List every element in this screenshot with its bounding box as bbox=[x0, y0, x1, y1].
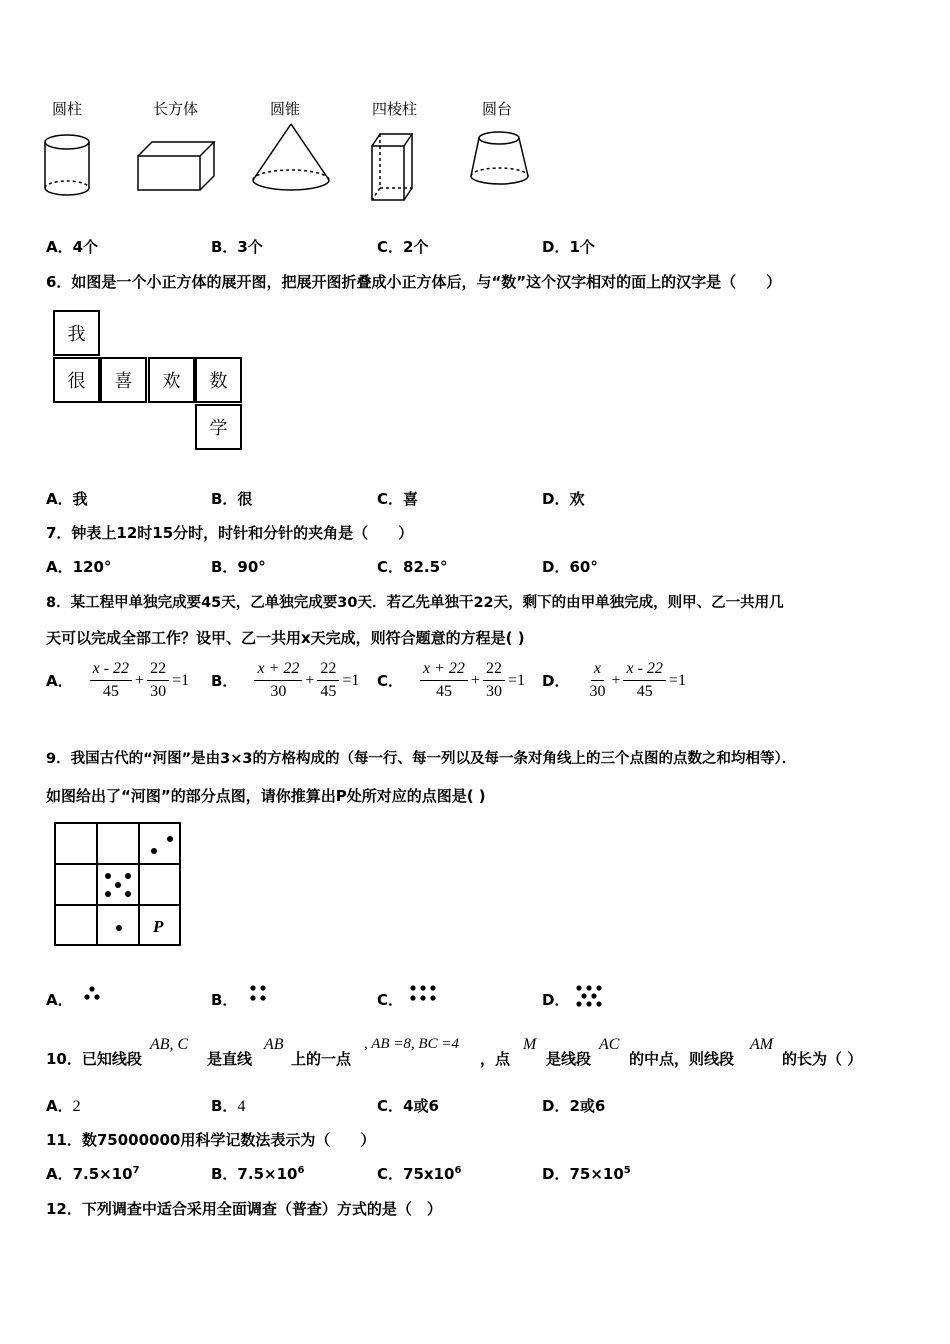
numerator: 22 bbox=[483, 660, 505, 681]
option-letter: A． bbox=[46, 1097, 73, 1115]
shape-label-square-prism: 四棱柱 bbox=[372, 100, 418, 118]
net-cell-xi: 喜 bbox=[100, 357, 147, 403]
fraction bbox=[483, 660, 505, 701]
q8-option-d[interactable] bbox=[542, 660, 686, 701]
q10-math: AB, C bbox=[150, 1036, 189, 1053]
q10-part: 的中点，则线段 bbox=[629, 1050, 735, 1068]
q10-part: 10．已知线段 bbox=[46, 1050, 142, 1068]
q10-part: 是直线 bbox=[207, 1050, 253, 1068]
net-cell-huan: 欢 bbox=[148, 357, 195, 403]
q11-option-b[interactable] bbox=[211, 1163, 304, 1184]
operator: + bbox=[305, 671, 315, 689]
denominator: 30 bbox=[150, 683, 167, 700]
q9-option-d[interactable] bbox=[542, 989, 569, 1010]
q10-math: AC bbox=[599, 1036, 620, 1053]
frustum-icon bbox=[471, 132, 528, 184]
fraction bbox=[147, 660, 169, 701]
q6-option-a[interactable]: A．我 bbox=[46, 490, 88, 508]
q11-option-d[interactable] bbox=[542, 1163, 631, 1184]
q5-option-d[interactable]: D．1个 bbox=[542, 238, 595, 256]
dots-6-icon bbox=[408, 983, 440, 1005]
q7-option-b[interactable]: B．90° bbox=[211, 558, 266, 576]
q7-option-c[interactable]: C．82.5° bbox=[377, 558, 448, 576]
option-base: D．75×10 bbox=[542, 1165, 624, 1183]
shape-label-frustum: 圆台 bbox=[482, 100, 513, 118]
numerator: x + 22 bbox=[254, 660, 302, 681]
q8-text-line2: 天可以完成全部工作？设甲、乙一共用x天完成，则符合题意的方程是( ) bbox=[46, 629, 525, 647]
fraction bbox=[317, 660, 339, 701]
fraction bbox=[586, 660, 608, 701]
q9-option-b[interactable] bbox=[211, 989, 237, 1010]
grid-p-label: P bbox=[153, 917, 164, 936]
denominator: 30 bbox=[589, 683, 606, 700]
option-letter: C． bbox=[377, 991, 404, 1009]
option-base: C．75x10 bbox=[377, 1165, 455, 1183]
option-letter: C． bbox=[377, 1097, 404, 1115]
numerator: x bbox=[591, 660, 604, 681]
operator: + bbox=[135, 671, 145, 689]
numerator: x - 22 bbox=[623, 660, 665, 681]
dots-4-icon bbox=[248, 983, 270, 1005]
numerator: x + 22 bbox=[420, 660, 468, 681]
option-letter: B． bbox=[211, 672, 238, 690]
q10-option-b[interactable] bbox=[211, 1095, 245, 1116]
option-value: 4或6 bbox=[403, 1097, 439, 1115]
q9-option-c[interactable] bbox=[377, 989, 403, 1010]
q8-text-line1: 8．某工程甲单独完成要45天，乙单独完成要30天．若乙先单独干22天，剩下的由甲单独完成，则甲、乙一共用几 bbox=[46, 595, 784, 611]
fraction bbox=[90, 660, 132, 701]
option-value: 2 bbox=[72, 1098, 81, 1115]
q11-option-a[interactable] bbox=[46, 1163, 140, 1184]
q6-option-d[interactable]: D．欢 bbox=[542, 490, 585, 508]
option-exponent: 7 bbox=[132, 1165, 140, 1176]
hetu-grid bbox=[54, 822, 184, 948]
q5-option-b[interactable]: B．3个 bbox=[211, 238, 263, 256]
option-letter: A． bbox=[46, 991, 73, 1009]
option-letter: D． bbox=[542, 991, 570, 1009]
shape-label-cone: 圆锥 bbox=[270, 100, 301, 118]
dots-8-icon bbox=[574, 983, 604, 1009]
q6-text: 6．如图是一个小正方体的展开图，把展开图折叠成小正方体后，与“数”这个汉字相对的面上的汉字是（ ） bbox=[46, 273, 782, 291]
q10-option-d[interactable] bbox=[542, 1095, 605, 1116]
dots-3-icon bbox=[82, 984, 104, 1004]
denominator: 30 bbox=[485, 683, 502, 700]
q10-math: AB bbox=[264, 1036, 284, 1053]
q10-part: 的长为（ ） bbox=[782, 1050, 863, 1068]
cylinder-icon bbox=[45, 135, 89, 195]
numerator: 22 bbox=[317, 660, 339, 681]
fraction bbox=[420, 660, 468, 701]
q10-math: M bbox=[523, 1036, 537, 1053]
equals-one: =1 bbox=[342, 671, 360, 689]
q6-option-b[interactable]: B．很 bbox=[211, 490, 253, 508]
option-exponent: 5 bbox=[623, 1165, 631, 1176]
option-letter: D． bbox=[542, 672, 570, 690]
net-cell-shu: 数 bbox=[195, 357, 242, 403]
option-exponent: 6 bbox=[297, 1165, 305, 1176]
net-cell-wo: 我 bbox=[53, 310, 100, 356]
denominator: 45 bbox=[435, 683, 452, 700]
denominator: 45 bbox=[102, 683, 119, 700]
denominator: 45 bbox=[320, 683, 337, 700]
square-prism-icon bbox=[372, 134, 412, 200]
numerator: 22 bbox=[147, 660, 169, 681]
q7-option-d[interactable]: D．60° bbox=[542, 558, 598, 576]
net-cell-hen: 很 bbox=[53, 357, 100, 403]
q10-option-c[interactable] bbox=[377, 1095, 439, 1116]
option-value: 2或6 bbox=[569, 1097, 606, 1115]
q10-option-a[interactable] bbox=[46, 1095, 81, 1116]
q9-text-line1: 9．我国古代的“河图”是由3×3的方格构成的（每一行、每一列以及每一条对角线上的三个点图的点数之和均相等）． bbox=[46, 751, 797, 767]
option-base: B．7.5×10 bbox=[211, 1165, 298, 1183]
q5-option-a[interactable]: A．4个 bbox=[46, 238, 99, 256]
option-letter: A． bbox=[46, 672, 73, 690]
shape-label-cylinder: 圆柱 bbox=[52, 100, 83, 118]
q5-option-c[interactable]: C．2个 bbox=[377, 238, 429, 256]
q10-part: ，点 bbox=[480, 1050, 511, 1068]
q8-option-c[interactable] bbox=[377, 660, 525, 701]
q7-text: 7．钟表上12时15分时，时针和分针的夹角是（ ） bbox=[46, 524, 414, 542]
q6-option-c[interactable]: C．喜 bbox=[377, 490, 419, 508]
operator: + bbox=[611, 671, 621, 689]
option-letter: D． bbox=[542, 1097, 570, 1115]
cone-icon bbox=[253, 124, 329, 190]
q10-math: , AB =8, BC =4 bbox=[364, 1036, 459, 1052]
q9-option-a[interactable] bbox=[46, 989, 73, 1010]
q8-option-a[interactable] bbox=[46, 660, 189, 701]
option-base: A．7.5×10 bbox=[46, 1165, 133, 1183]
q10-part: 是线段 bbox=[546, 1050, 592, 1068]
option-value: 4 bbox=[237, 1098, 246, 1115]
q10-math: AM bbox=[750, 1036, 774, 1053]
numerator: x - 22 bbox=[90, 660, 132, 681]
equals-one: =1 bbox=[668, 671, 686, 689]
fraction bbox=[254, 660, 302, 701]
operator: + bbox=[470, 671, 480, 689]
q7-option-a[interactable]: A．120° bbox=[46, 558, 112, 576]
net-cell-xue: 学 bbox=[195, 404, 242, 450]
solid-figures bbox=[0, 120, 950, 210]
q9-text-line2: 如图给出了“河图”的部分点图，请你推算出P处所对应的点图是( ) bbox=[46, 787, 486, 805]
equals-one: =1 bbox=[507, 671, 525, 689]
q11-option-c[interactable] bbox=[377, 1163, 461, 1184]
option-exponent: 6 bbox=[454, 1165, 462, 1176]
option-letter: B． bbox=[211, 1097, 238, 1115]
denominator: 30 bbox=[270, 683, 287, 700]
option-letter: C． bbox=[377, 672, 404, 690]
shape-label-cuboid: 长方体 bbox=[153, 100, 199, 118]
q12-text: 12．下列调查中适合采用全面调查（普查）方式的是（ ） bbox=[46, 1200, 442, 1218]
q8-option-b[interactable] bbox=[211, 660, 359, 701]
cuboid-icon bbox=[138, 142, 214, 190]
denominator: 45 bbox=[636, 683, 653, 700]
q10-part: 上的一点 bbox=[291, 1050, 352, 1068]
fraction bbox=[623, 660, 665, 701]
q11-text: 11．数75000000用科学记数法表示为（ ） bbox=[46, 1131, 376, 1149]
option-letter: B． bbox=[211, 991, 238, 1009]
equals-one: =1 bbox=[172, 671, 190, 689]
